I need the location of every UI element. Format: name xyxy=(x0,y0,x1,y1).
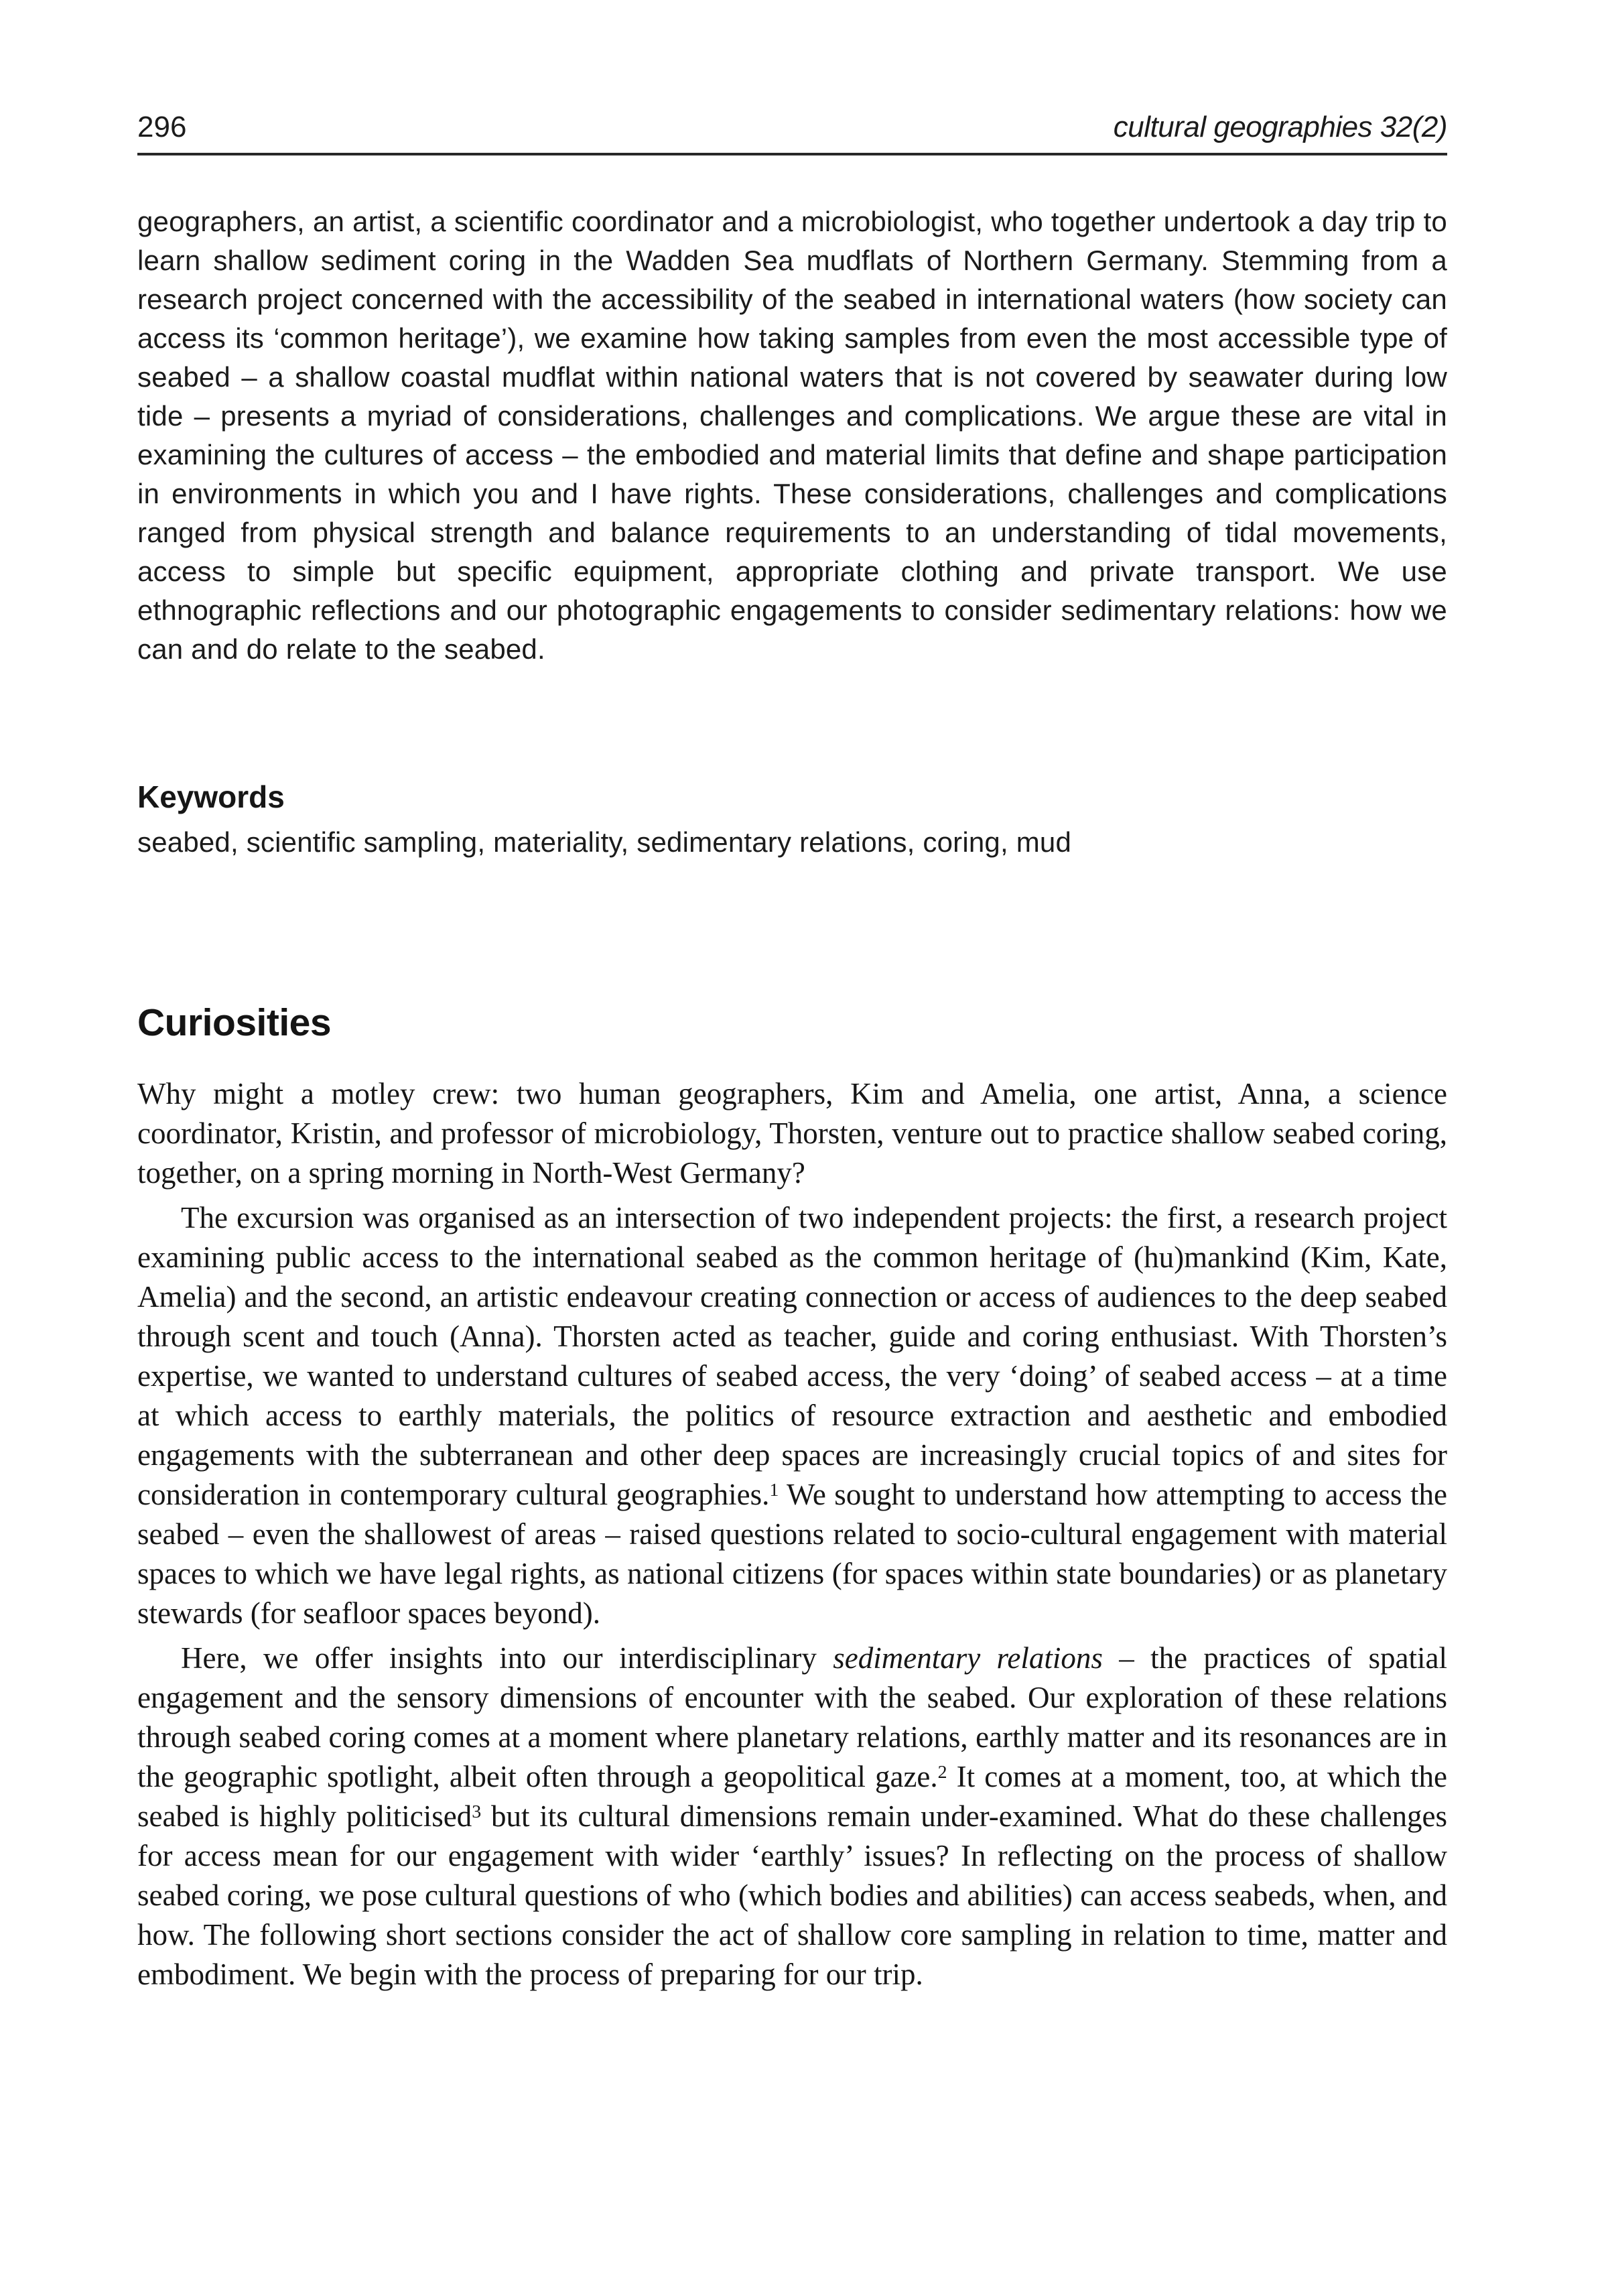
para3-text-continued: – the practices of spatial engagement and the sensory dimensions of encounter with the seabed. Our exploration of these relations through seabed coring comes at a moment where planetary relations, earthly matter and its resonances are in the geographic spotlight, albeit often through a geopolitical gaze. xyxy=(137,1641,1447,1793)
footnote-ref-1: 1 xyxy=(769,1480,779,1501)
keywords-list: seabed, scientific sampling, materiality, sedimentary relations, coring, mud xyxy=(137,826,1072,858)
running-head xyxy=(137,113,1447,142)
italic-term-sedimentary-relations: sedimentary relations xyxy=(833,1641,1103,1675)
page-content xyxy=(137,0,1447,1994)
body-paragraph-3 xyxy=(137,1639,1447,1994)
body-paragraph-1: Why might a motley crew: two human geographers, Kim and Amelia, one artist, Anna, a science coordinator, Kristin, and professor of microbiology, Thorsten, venture out to practice shallow seabed coring, together, on a spring morning in North-West Germany? xyxy=(137,1077,1447,1190)
footnote-ref-2: 2 xyxy=(937,1762,947,1783)
abstract-text: geographers, an artist, a scientific coordinator and a microbiologist, who together undertook a day trip to learn shallow sediment coring in the Wadden Sea mudflats of Northern Germany. Stemming from a research project concerned with the accessibility of the seabed in international waters (how society can access its ‘common heritage’), we examine how taking samples from even the most accessible type of seabed – a shallow coastal mudflat within national waters that is not covered by seawater during low tide – presents a myriad of considerations, challenges and complications. We argue these are vital in examining the cultures of access – the embodied and material limits that define and shape participation in environments in which you and I have rights. These considerations, challenges and complications ranged from physical strength and balance requirements to an understanding of tidal movements, access to simple but specific equipment, appropriate clothing and private transport. We use ethnographic reflections and our photographic engagements to consider sedimentary relations: how we can and do relate to the seabed. xyxy=(137,206,1447,665)
para3-text-continued-2: It comes at a moment, too, at which the seabed is highly politicised xyxy=(137,1760,1447,1833)
journal-title: cultural geographies 32(2) xyxy=(1113,111,1447,143)
para3-text: Here, we offer insights into our interdisciplinary xyxy=(181,1641,833,1675)
body-paragraph-2 xyxy=(137,1198,1447,1633)
para3-text-continued-3: but its cultural dimensions remain under-examined. What do these challenges for access mean for our engagement with wider ‘earthly’ issues? In reflecting on the process of shallow seabed coring, we pose cultural questions of who (which bodies and abilities) can access seabeds, when, and how. The following short sections consider the act of shallow core sampling in relation to time, matter and embodiment. We begin with the process of preparing for our trip. xyxy=(137,1799,1448,1991)
para2-text: The excursion was organised as an intersection of two independent projects: the first, a research project examining public access to the international seabed as the common heritage of (hu)mankind (Kim, Kate, Amelia) and the second, an artistic endeavour creating connection or access of audiences to the deep seabed through scent and touch (Anna). Thorsten acted as teacher, guide and coring enthusiast. With Thorsten’s expertise, we wanted to understand cultures of seabed access, the very ‘doing’ of seabed access – at a time at which access to earthly materials, the politics of resource extraction and aesthetic and embodied engagements with the subterranean and other deep spaces are increasingly crucial topics of and sites for consideration in contemporary cultural geographies. xyxy=(137,1201,1447,1511)
keywords-heading: Keywords xyxy=(137,779,285,814)
header-rule xyxy=(137,153,1447,155)
section-heading: Curiosities xyxy=(137,1001,332,1044)
footnote-ref-3: 3 xyxy=(472,1801,482,1823)
page-number: 296 xyxy=(137,111,187,143)
para2-text-continued: We sought to understand how attempting to access the seabed – even the shallowest of areas – raised questions related to socio-cultural engagement with material spaces to which we have legal rights, as national citizens (for spaces within state boundaries) or as planetary stewards (for seafloor spaces beyond). xyxy=(137,1478,1447,1630)
